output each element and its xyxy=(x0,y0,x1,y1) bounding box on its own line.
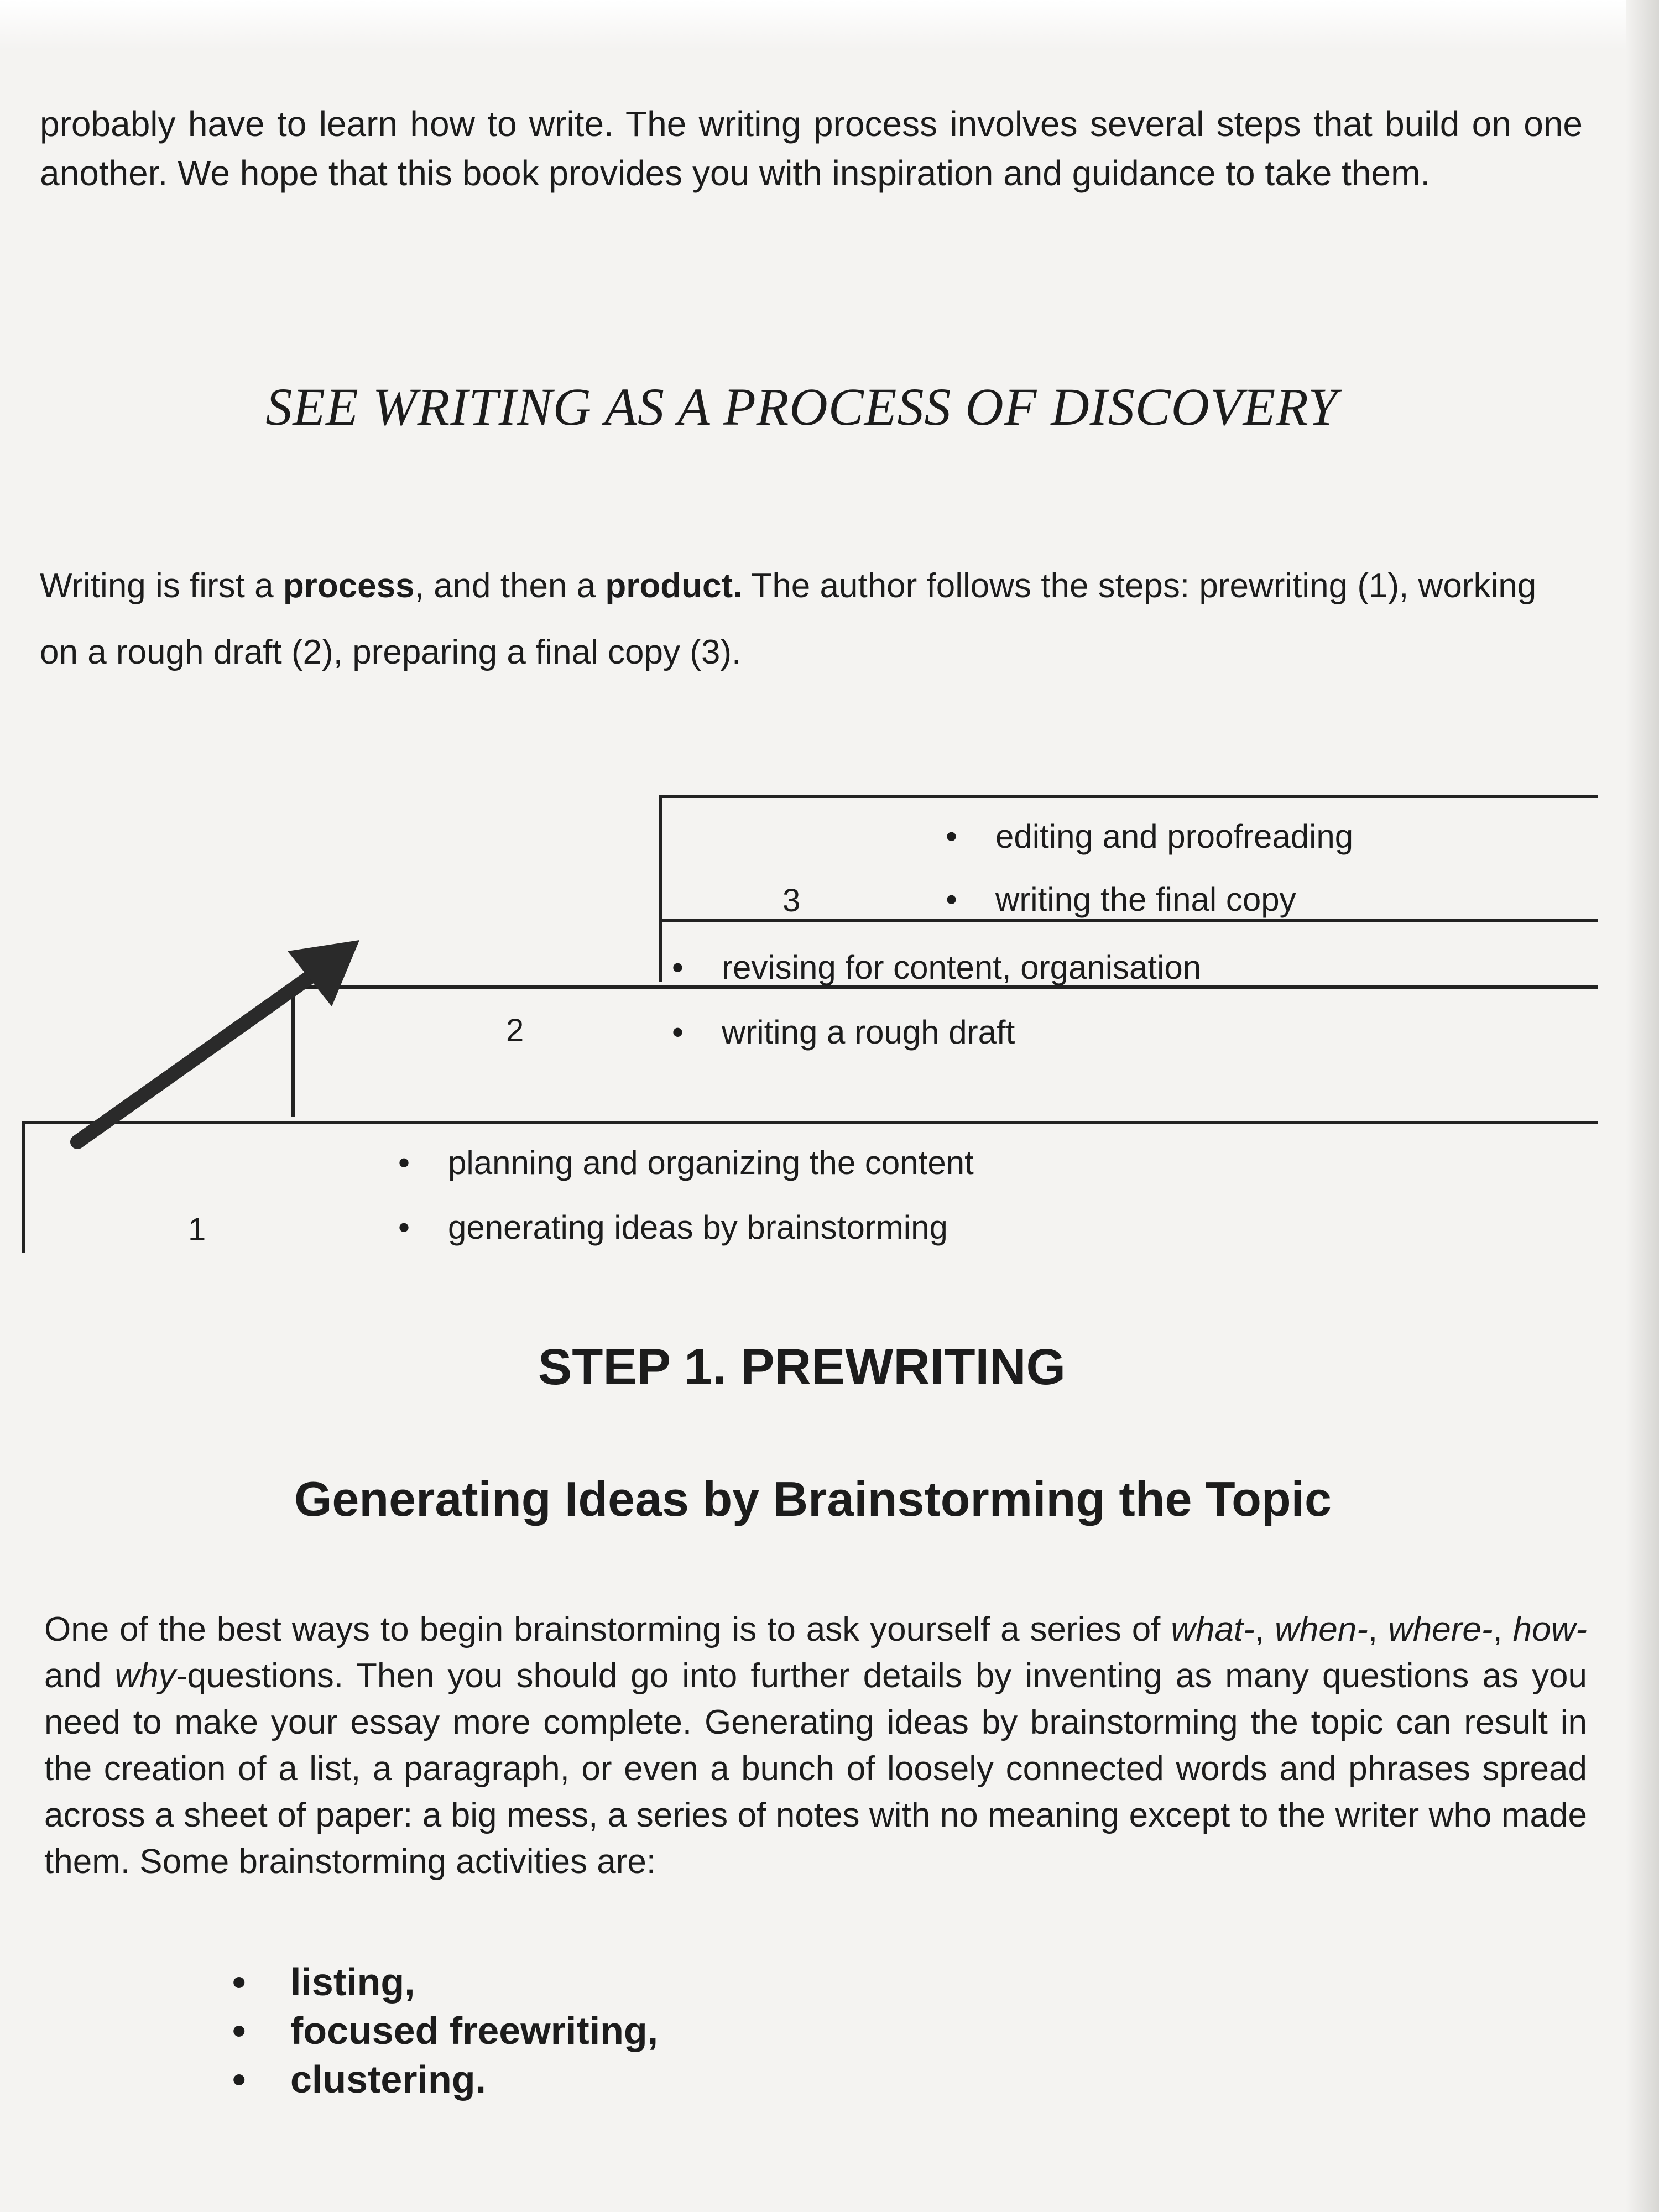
step-1-item-2 xyxy=(398,1208,948,1246)
step-2-item-1 xyxy=(672,948,1201,987)
step-1-number: 1 xyxy=(188,1212,206,1248)
body-text-6: questions. Then you should go into further details by inventing as many questions as you need to make your essay more complete. Generating ideas by brainstorming the topic can result in the creation of a list, a paragraph, or even a bunch of loosely connected words and phrases spread across a sheet of paper: a big mess, a series of notes with no meaning except to the writer who made them. Some brainstorming activities are: xyxy=(44,1657,1587,1881)
body-italic-where: where- xyxy=(1388,1610,1493,1648)
step-2-number: 2 xyxy=(506,1013,524,1048)
bullet-icon: • xyxy=(672,949,684,986)
bullet-icon: • xyxy=(946,881,958,918)
page-gutter-shadow xyxy=(1626,0,1659,2212)
list-item: • listing, xyxy=(232,1958,658,2006)
step-3-item-2 xyxy=(946,880,1296,919)
step-3-item-1 xyxy=(946,817,1353,855)
section-heading: SEE WRITING AS A PROCESS OF DISCOVERY xyxy=(265,377,1338,436)
body-italic-why: why- xyxy=(114,1657,187,1695)
step-title: STEP 1. PREWRITING xyxy=(538,1339,1066,1395)
step-3-number: 3 xyxy=(782,883,801,919)
bullet-icon: • xyxy=(398,1209,410,1246)
bullet-icon: • xyxy=(672,1014,684,1051)
step-2-item-1-text: revising for content, organisation xyxy=(722,949,1202,986)
sub-title: Generating Ideas by Brainstorming the Topic xyxy=(294,1472,1332,1526)
body-text-2: , xyxy=(1254,1610,1275,1648)
body-text-5: and xyxy=(44,1657,115,1695)
process-text-1: Writing is first a xyxy=(40,567,283,605)
progress-arrow xyxy=(77,940,359,1142)
intro-paragraph: probably have to learn how to write. The writing process involves several steps that build on one another. We hope that this book provides you with inspiration and guidance to take them. xyxy=(40,104,1583,193)
body-text-1: One of the best ways to begin brainstorming is to ask yourself a series of xyxy=(44,1610,1171,1648)
step-1-item-1-text: planning and organizing the content xyxy=(448,1144,974,1181)
brainstorming-activities-list xyxy=(232,1958,658,2104)
bullet-icon: • xyxy=(946,818,958,855)
bullet-icon: • xyxy=(398,1144,410,1181)
list-item: • focused freewriting, xyxy=(232,2006,658,2055)
step-2-item-2 xyxy=(672,1013,1015,1051)
process-text-3: The author follows the steps: prewriting (1), working on a rough draft (2), preparing a final copy (3). xyxy=(40,567,1537,671)
body-italic-when: when- xyxy=(1275,1610,1368,1648)
step-2-item-2-text: writing a rough draft xyxy=(722,1014,1015,1051)
step-3-item-1-text: editing and proofreading xyxy=(995,818,1354,855)
process-bold-product: product. xyxy=(605,567,743,605)
step-1-item-2-text: generating ideas by brainstorming xyxy=(448,1209,948,1246)
step-1-item-1 xyxy=(398,1144,974,1182)
body-text-4: , xyxy=(1493,1610,1513,1648)
list-item: • clustering. xyxy=(232,2055,658,2104)
page-top-edge xyxy=(0,0,1659,50)
step-3-item-2-text: writing the final copy xyxy=(995,881,1296,918)
process-bold-process: process xyxy=(283,567,415,605)
step-2-outline xyxy=(293,987,1598,1117)
body-text-3: , xyxy=(1368,1610,1388,1648)
brainstorming-paragraph xyxy=(44,1606,1587,1885)
body-italic-how: how- xyxy=(1512,1610,1588,1648)
process-text-2: , and then a xyxy=(414,567,606,605)
process-paragraph xyxy=(40,553,1583,686)
body-italic-what: what- xyxy=(1171,1610,1255,1648)
